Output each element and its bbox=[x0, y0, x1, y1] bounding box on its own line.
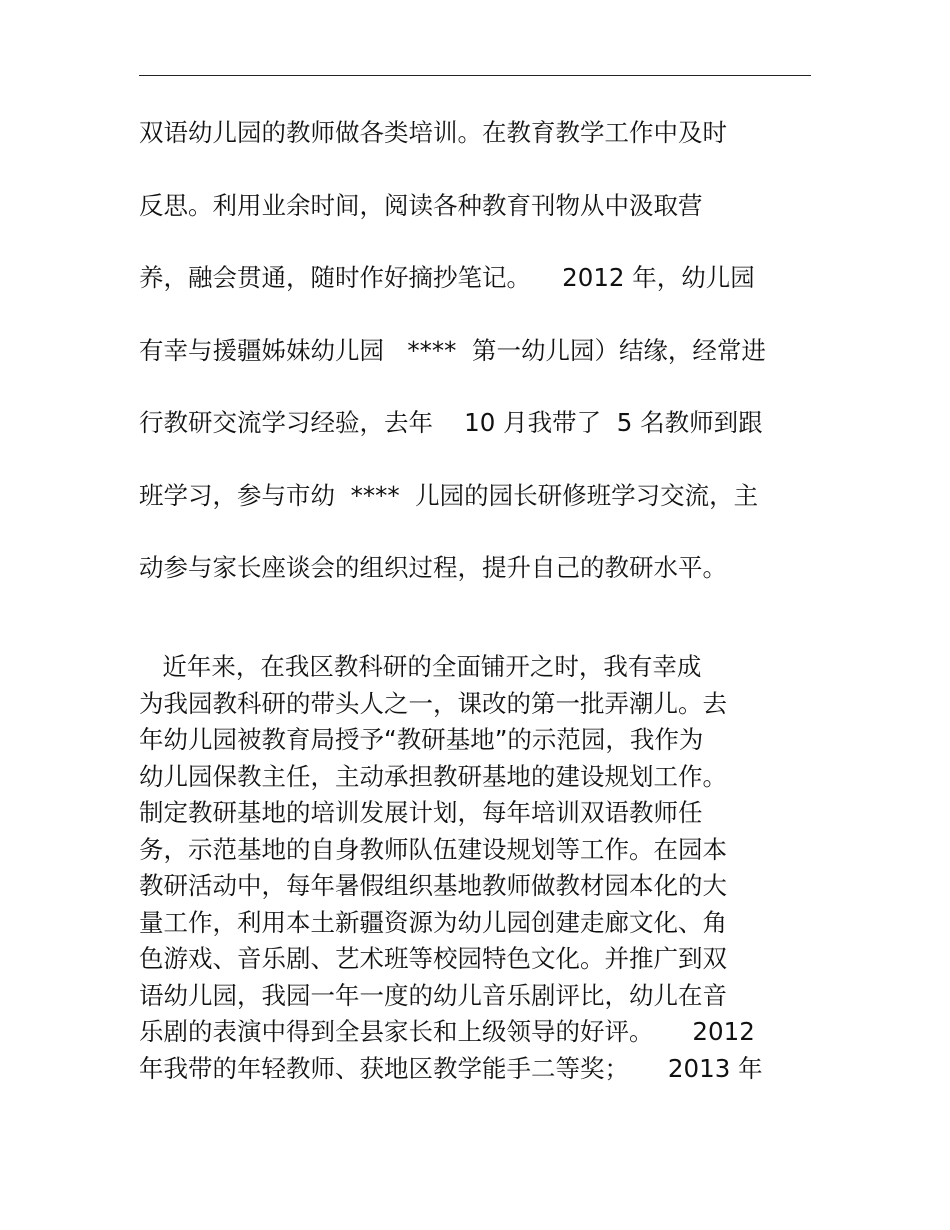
text-line: 教研活动中，每年暑假组织基地教师做教材园本化的大 bbox=[139, 871, 727, 900]
header-rule bbox=[139, 75, 811, 76]
text-line: 乐剧的表演中得到全县家长和上级领导的好评。 2012 bbox=[139, 1017, 755, 1046]
text-line: 有幸与援疆姊妹幼儿园 **** 第一幼儿园）结缘，经常进 bbox=[139, 335, 766, 365]
text-line: 语幼儿园，我园一年一度的幼儿音乐剧评比，幼儿在音 bbox=[139, 980, 727, 1010]
text-line: 动参与家长座谈会的组织过程，提升自己的教研水平。 bbox=[139, 553, 727, 582]
text-line: 制定教研基地的培训发展计划，每年培训双语教师任 bbox=[139, 798, 703, 827]
text-line: 年幼儿园被教育局授予“教研基地”的示范园，我作为 bbox=[139, 725, 704, 754]
paragraph-1 bbox=[139, 110, 819, 618]
paragraph-2 bbox=[139, 649, 819, 1087]
text-line: 养，融会贯通，随时作好摘抄笔记。 2012 年，幼儿园 bbox=[139, 263, 755, 292]
text-line: 为我园教科研的带头人之一，课改的第一批弄潮儿。去 bbox=[139, 688, 727, 718]
text-line: 幼儿园保教主任，主动承担教研基地的建设规划工作。 bbox=[139, 761, 727, 791]
text-line: 行教研交流学习经验，去年 10 月我带了 5 名教师到跟 bbox=[139, 408, 763, 437]
text-line: 近年来，在我区教科研的全面铺开之时，我有幸成 bbox=[139, 652, 702, 681]
text-line: 年我带的年轻教师、获地区教学能手二等奖； 2013 年 bbox=[139, 1053, 763, 1083]
text-line: 双语幼儿园的教师做各类培训。在教育教学工作中及时 bbox=[139, 118, 727, 147]
text-line: 务，示范基地的自身教师队伍建设规划等工作。在园本 bbox=[139, 834, 727, 864]
text-line: 色游戏、音乐剧、艺术班等校园特色文化。并推广到双 bbox=[139, 944, 727, 973]
text-line: 反思。利用业余时间，阅读各种教育刊物从中汲取营 bbox=[139, 190, 703, 220]
text-line: 量工作，利用本土新疆资源为幼儿园创建走廊文化、角 bbox=[139, 907, 727, 937]
text-line: 班学习，参与市幼 **** 儿园的园长研修班学习交流，主 bbox=[139, 480, 759, 510]
